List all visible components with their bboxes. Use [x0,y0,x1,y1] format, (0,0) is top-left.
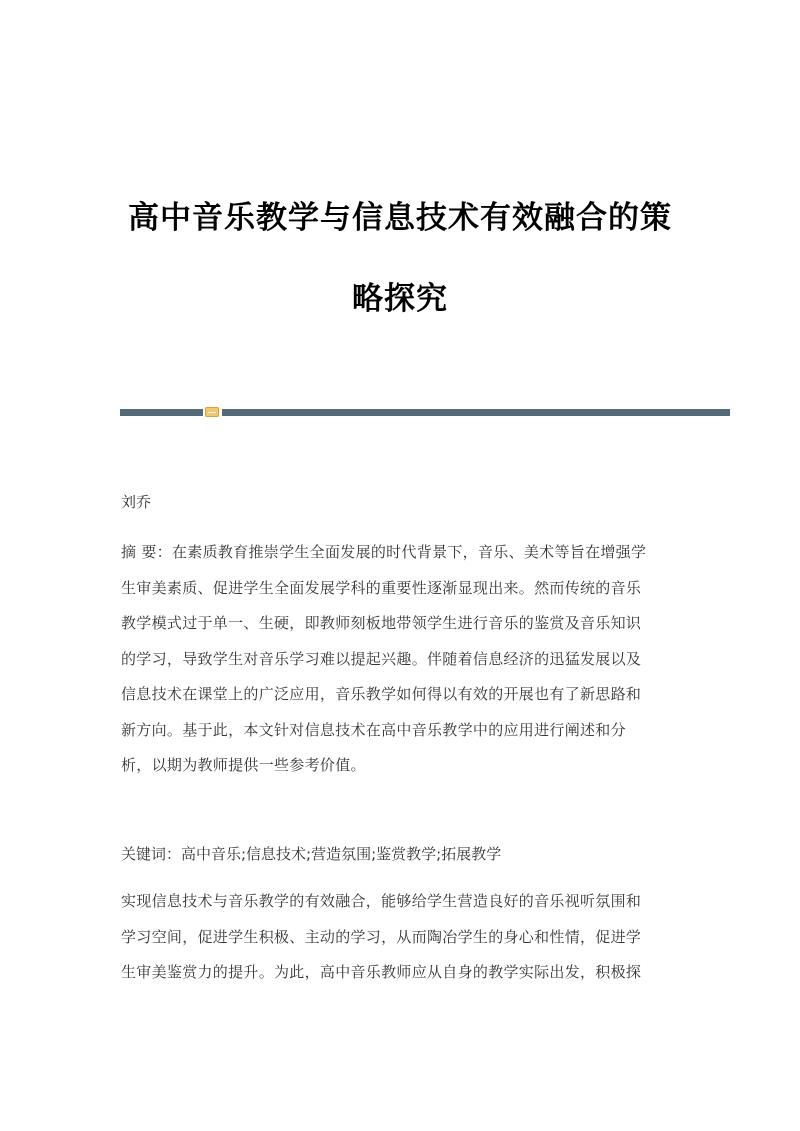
page-title-line-2: 略探究 [352,281,448,317]
body-line: 生审美鉴赏力的提升。为此，高中音乐教师应从自身的教学实际出发，积极探 [121,963,642,981]
body-line: 学习空间，促进学生积极、主动的学习，从而陶冶学生的身心和性情，促进学 [121,927,642,946]
divider-right [222,409,730,416]
abstract-line: 的学习，导致学生对音乐学习难以提起兴趣。伴随着信息经济的迅猛发展以及 [121,649,642,668]
keywords: 关键词：高中音乐;信息技术;营造氛围;鉴赏教学;拓展教学 [121,845,502,863]
divider-left [120,409,203,416]
author-name: 刘乔 [121,493,152,511]
abstract-line: 析，以期为教师提供一些参考价值。 [121,756,366,774]
abstract-line: 摘 要：在素质教育推崇学生全面发展的时代背景下，音乐、美术等旨在增强学 [121,543,647,561]
abstract-line: 信息技术在课堂上的广泛应用，音乐教学如何得以有效的开展也有了新思路和 [121,685,642,703]
body-paragraph [121,891,691,998]
abstract-line: 生审美素质、促进学生全面发展学科的重要性逐渐显现出来。然而传统的音乐 [121,578,642,597]
body-line: 实现信息技术与音乐教学的有效融合，能够给学生营造良好的音乐视听氛围和 [121,892,642,910]
abstract-line: 新方向。基于此，本文针对信息技术在高中音乐教学中的应用进行阐述和分 [121,720,626,739]
abstract-paragraph [121,542,691,791]
page-title-line-1: 高中音乐教学与信息技术有效融合的策 [128,200,672,236]
divider-badge-icon [205,407,219,417]
abstract-line: 教学模式过于单一、生硬，即教师刻板地带领学生进行音乐的鉴赏及音乐知识 [121,614,642,632]
